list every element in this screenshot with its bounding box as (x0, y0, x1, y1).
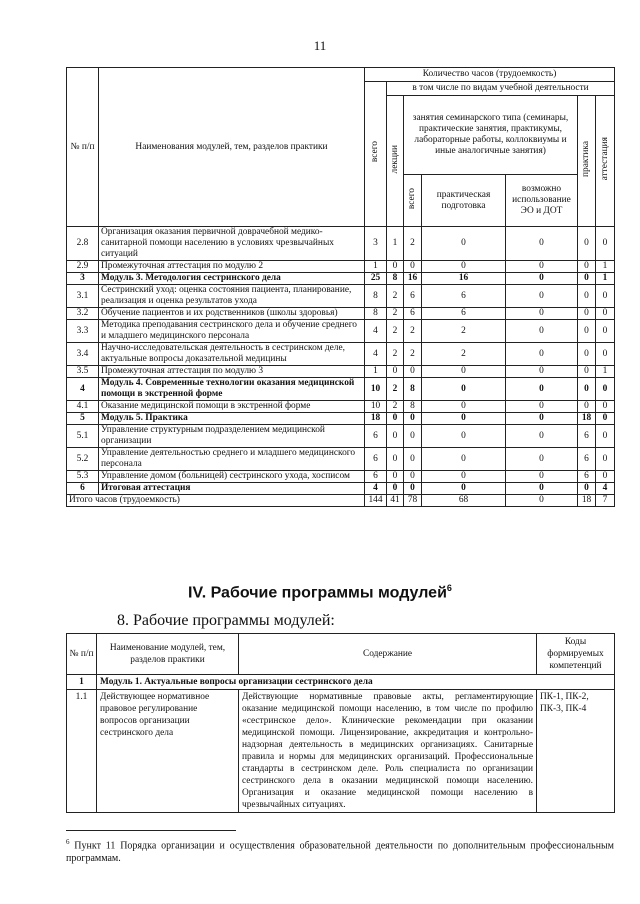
row-cell-total: 6 (365, 448, 387, 471)
row-cell-practice: 0 (578, 401, 596, 413)
header-total: всего (365, 82, 387, 227)
row-cell-eo: 0 (506, 413, 578, 425)
row-cell-att: 0 (596, 425, 615, 448)
row-cell-sem: 2 (404, 227, 422, 261)
module-row (67, 675, 615, 690)
footnote-text: Пункт 11 Порядка организации и осуществления образовательной деятельности по дополнительным профессиональным программам. (66, 840, 614, 865)
totals-cell-att: 7 (596, 495, 615, 507)
row-name: Модуль 5. Практика (99, 413, 365, 425)
row-cell-lect: 0 (387, 483, 404, 495)
header-num: № п/п (67, 68, 99, 227)
topic-content: Действующие нормативные правовые акты, регламентирующие оказание медицинской помощи населению, в том числе по профилю «сестринское дело». Клинические рекомендации при оказании медицинской помощи. Лицензирование, аккредитация и контрольно-надзорная деятельность в медицинских организациях. Санитарные правила и нормы для медицинских организаций. Профессиональные стандарты в сестринском деле. Роль специалиста по организации сестринского дела в оказании медицинской помощи населению. Организация и оказание медицинской помощи населению в чрезвычайных ситуациях. (239, 690, 537, 813)
row-name: Модуль 3. Методология сестринского дела (99, 273, 365, 285)
header-eo-dot: возможно использование ЭО и ДОТ (506, 175, 578, 227)
row-num: 2.9 (67, 261, 99, 273)
table-row (67, 471, 615, 483)
row-cell-att: 1 (596, 273, 615, 285)
page-number: 11 (313, 38, 327, 53)
row-num: 3.5 (67, 366, 99, 378)
row-cell-eo: 0 (506, 448, 578, 471)
row-cell-practice: 0 (578, 227, 596, 261)
row-num: 2.8 (67, 227, 99, 261)
topic-name: Действующее нормативное правовое регулирование вопросов организации сестринского дела (97, 690, 239, 813)
row-num: 5 (67, 413, 99, 425)
table-row (67, 343, 615, 366)
row-cell-practice: 0 (578, 308, 596, 320)
row-name: Управление деятельностью среднего и младшего медицинского персонала (99, 448, 365, 471)
row-cell-prac: 6 (422, 285, 506, 308)
row-name: Управление структурным подразделением медицинской организации (99, 425, 365, 448)
row-name: Обучение пациентов и их родственников (школы здоровья) (99, 308, 365, 320)
row-num: 4.1 (67, 401, 99, 413)
row-cell-sem: 6 (404, 308, 422, 320)
row-cell-practice: 0 (578, 343, 596, 366)
row-cell-sem: 0 (404, 261, 422, 273)
table-row (67, 378, 615, 401)
row-cell-lect: 2 (387, 285, 404, 308)
row-cell-att: 1 (596, 261, 615, 273)
totals-cell-total: 144 (365, 495, 387, 507)
row-cell-practice: 6 (578, 471, 596, 483)
row-cell-lect: 2 (387, 401, 404, 413)
row-cell-lect: 0 (387, 366, 404, 378)
modules-header-codes: Коды формируемых компетенций (537, 634, 615, 675)
module-num: 1 (67, 675, 97, 690)
totals-cell-eo: 0 (506, 495, 578, 507)
row-cell-eo: 0 (506, 401, 578, 413)
row-cell-total: 18 (365, 413, 387, 425)
row-cell-lect: 2 (387, 343, 404, 366)
row-cell-eo: 0 (506, 308, 578, 320)
row-name: Промежуточная аттестация по модулю 2 (99, 261, 365, 273)
table-row (67, 227, 615, 261)
table-row (67, 401, 615, 413)
row-cell-prac: 2 (422, 343, 506, 366)
row-num: 5.2 (67, 448, 99, 471)
module-title: Модуль 1. Актуальные вопросы организации сестринского дела (97, 675, 615, 690)
table-row (67, 285, 615, 308)
row-num: 3.1 (67, 285, 99, 308)
row-cell-sem: 2 (404, 343, 422, 366)
row-cell-att: 0 (596, 413, 615, 425)
row-cell-eo: 0 (506, 261, 578, 273)
row-cell-sem: 8 (404, 378, 422, 401)
row-name: Оказание медицинской помощи в экстренной форме (99, 401, 365, 413)
row-name: Организация оказания первичной доврачебной медико-санитарной помощи населению в условиях чрезвычайных ситуаций (99, 227, 365, 261)
header-incl-types: в том числе по видам учебной деятельности (387, 82, 615, 96)
row-cell-practice: 0 (578, 378, 596, 401)
row-cell-prac: 6 (422, 308, 506, 320)
table-row (67, 273, 615, 285)
header-practice: практика (578, 96, 596, 227)
row-cell-practice: 0 (578, 320, 596, 343)
row-cell-prac: 0 (422, 401, 506, 413)
row-cell-total: 10 (365, 401, 387, 413)
modules-header-num: № п/п (67, 634, 97, 675)
header-attestation: аттестация (596, 96, 615, 227)
row-cell-att: 0 (596, 227, 615, 261)
row-cell-eo: 0 (506, 285, 578, 308)
table-row (67, 261, 615, 273)
row-cell-eo: 0 (506, 343, 578, 366)
row-num: 5.3 (67, 471, 99, 483)
row-cell-sem: 16 (404, 273, 422, 285)
row-cell-lect: 1 (387, 227, 404, 261)
row-cell-sem: 0 (404, 483, 422, 495)
row-cell-att: 0 (596, 378, 615, 401)
footnote-divider (66, 830, 236, 831)
row-cell-lect: 0 (387, 413, 404, 425)
subsection-title: 8. Рабочие программы модулей: (117, 612, 335, 629)
row-cell-prac: 0 (422, 448, 506, 471)
row-cell-eo: 0 (506, 483, 578, 495)
row-cell-sem: 0 (404, 471, 422, 483)
row-cell-att: 1 (596, 366, 615, 378)
row-cell-att: 0 (596, 308, 615, 320)
row-cell-prac: 16 (422, 273, 506, 285)
row-cell-att: 4 (596, 483, 615, 495)
row-cell-lect: 8 (387, 273, 404, 285)
row-cell-total: 4 (365, 320, 387, 343)
row-cell-sem: 6 (404, 285, 422, 308)
row-cell-eo: 0 (506, 227, 578, 261)
row-cell-practice: 18 (578, 413, 596, 425)
row-cell-sem: 2 (404, 320, 422, 343)
row-cell-total: 25 (365, 273, 387, 285)
row-name: Методика преподавания сестринского дела и обучение среднего и младшего медицинского персонала (99, 320, 365, 343)
table-row (67, 366, 615, 378)
row-num: 3 (67, 273, 99, 285)
row-cell-eo: 0 (506, 425, 578, 448)
row-cell-eo: 0 (506, 378, 578, 401)
row-num: 3.4 (67, 343, 99, 366)
table-row (67, 483, 615, 495)
hours-table-body (67, 227, 615, 507)
row-cell-total: 4 (365, 343, 387, 366)
header-practical-prep: практическая подготовка (422, 175, 506, 227)
row-cell-lect: 2 (387, 320, 404, 343)
row-name: Управление домом (больницей) сестринского ухода, хосписом (99, 471, 365, 483)
topic-num: 1.1 (67, 690, 97, 813)
row-cell-lect: 2 (387, 308, 404, 320)
row-cell-prac: 0 (422, 425, 506, 448)
row-cell-total: 3 (365, 227, 387, 261)
row-cell-lect: 2 (387, 378, 404, 401)
totals-cell-practice: 18 (578, 495, 596, 507)
row-cell-total: 1 (365, 261, 387, 273)
footnote (66, 836, 614, 865)
row-cell-total: 4 (365, 483, 387, 495)
row-num: 3.2 (67, 308, 99, 320)
table-row (67, 425, 615, 448)
totals-cell-prac: 68 (422, 495, 506, 507)
hours-table (66, 67, 615, 507)
row-cell-prac: 0 (422, 227, 506, 261)
row-cell-lect: 0 (387, 261, 404, 273)
table-row (67, 308, 615, 320)
footnote-mark: 6 (66, 838, 70, 846)
row-cell-lect: 0 (387, 471, 404, 483)
topic-row (67, 690, 615, 813)
section-title: IV. Рабочие программы модулей$^6$ (188, 583, 452, 602)
totals-cell-sem: 78 (404, 495, 422, 507)
row-num: 3.3 (67, 320, 99, 343)
row-cell-eo: 0 (506, 320, 578, 343)
row-cell-total: 8 (365, 308, 387, 320)
row-cell-total: 10 (365, 378, 387, 401)
table-row (67, 448, 615, 471)
row-cell-practice: 0 (578, 285, 596, 308)
row-name: Итоговая аттестация (99, 483, 365, 495)
row-cell-practice: 0 (578, 273, 596, 285)
header-seminar: занятия семинарского типа (семинары, практические занятия, практикумы, лабораторные работы, коллоквиумы и иные аналогичные занятия) (404, 96, 578, 175)
row-cell-total: 6 (365, 471, 387, 483)
row-cell-prac: 0 (422, 366, 506, 378)
row-cell-att: 0 (596, 320, 615, 343)
row-name: Модуль 4. Современные технологии оказания медицинской помощи в экстренной форме (99, 378, 365, 401)
totals-label: Итого часов (трудоемкость) (67, 495, 365, 507)
row-num: 4 (67, 378, 99, 401)
row-cell-lect: 0 (387, 448, 404, 471)
row-name: Промежуточная аттестация по модулю 3 (99, 366, 365, 378)
row-cell-att: 0 (596, 285, 615, 308)
row-cell-prac: 0 (422, 483, 506, 495)
row-cell-prac: 2 (422, 320, 506, 343)
row-num: 5.1 (67, 425, 99, 448)
totals-cell-lect: 41 (387, 495, 404, 507)
row-cell-prac: 0 (422, 378, 506, 401)
row-cell-prac: 0 (422, 413, 506, 425)
header-lectures: лекции (387, 96, 404, 227)
row-cell-att: 0 (596, 401, 615, 413)
row-cell-att: 0 (596, 448, 615, 471)
row-cell-sem: 0 (404, 448, 422, 471)
row-cell-att: 0 (596, 343, 615, 366)
row-cell-total: 6 (365, 425, 387, 448)
row-num: 6 (67, 483, 99, 495)
row-cell-total: 1 (365, 366, 387, 378)
row-cell-sem: 0 (404, 425, 422, 448)
header-hours: Количество часов (трудоемкость) (365, 68, 615, 82)
row-cell-sem: 8 (404, 401, 422, 413)
row-cell-sem: 0 (404, 366, 422, 378)
row-cell-practice: 0 (578, 261, 596, 273)
totals-row (67, 495, 615, 507)
modules-header-content: Содержание (239, 634, 537, 675)
modules-header-name: Наименование модулей, тем, разделов практики (97, 634, 239, 675)
table-row (67, 320, 615, 343)
header-sem-total: всего (404, 175, 422, 227)
row-name: Научно-исследовательская деятельность в сестринском деле, актуальные вопросы доказательной медицины (99, 343, 365, 366)
topic-codes: ПК-1, ПК-2, ПК-3, ПК-4 (537, 690, 615, 813)
modules-table (66, 633, 615, 813)
row-cell-practice: 0 (578, 366, 596, 378)
row-cell-lect: 0 (387, 425, 404, 448)
row-cell-practice: 6 (578, 448, 596, 471)
row-cell-total: 8 (365, 285, 387, 308)
row-cell-prac: 0 (422, 261, 506, 273)
row-cell-practice: 6 (578, 425, 596, 448)
row-cell-practice: 0 (578, 483, 596, 495)
row-cell-eo: 0 (506, 366, 578, 378)
footnote-ref: 6 (446, 583, 452, 593)
row-name: Сестринский уход: оценка состояния пациента, планирование, реализация и оценка результатов ухода (99, 285, 365, 308)
row-cell-sem: 0 (404, 413, 422, 425)
header-name: Наименования модулей, тем, разделов практики (99, 68, 365, 227)
table-row (67, 413, 615, 425)
row-cell-prac: 0 (422, 471, 506, 483)
row-cell-eo: 0 (506, 273, 578, 285)
row-cell-att: 0 (596, 471, 615, 483)
row-cell-eo: 0 (506, 471, 578, 483)
